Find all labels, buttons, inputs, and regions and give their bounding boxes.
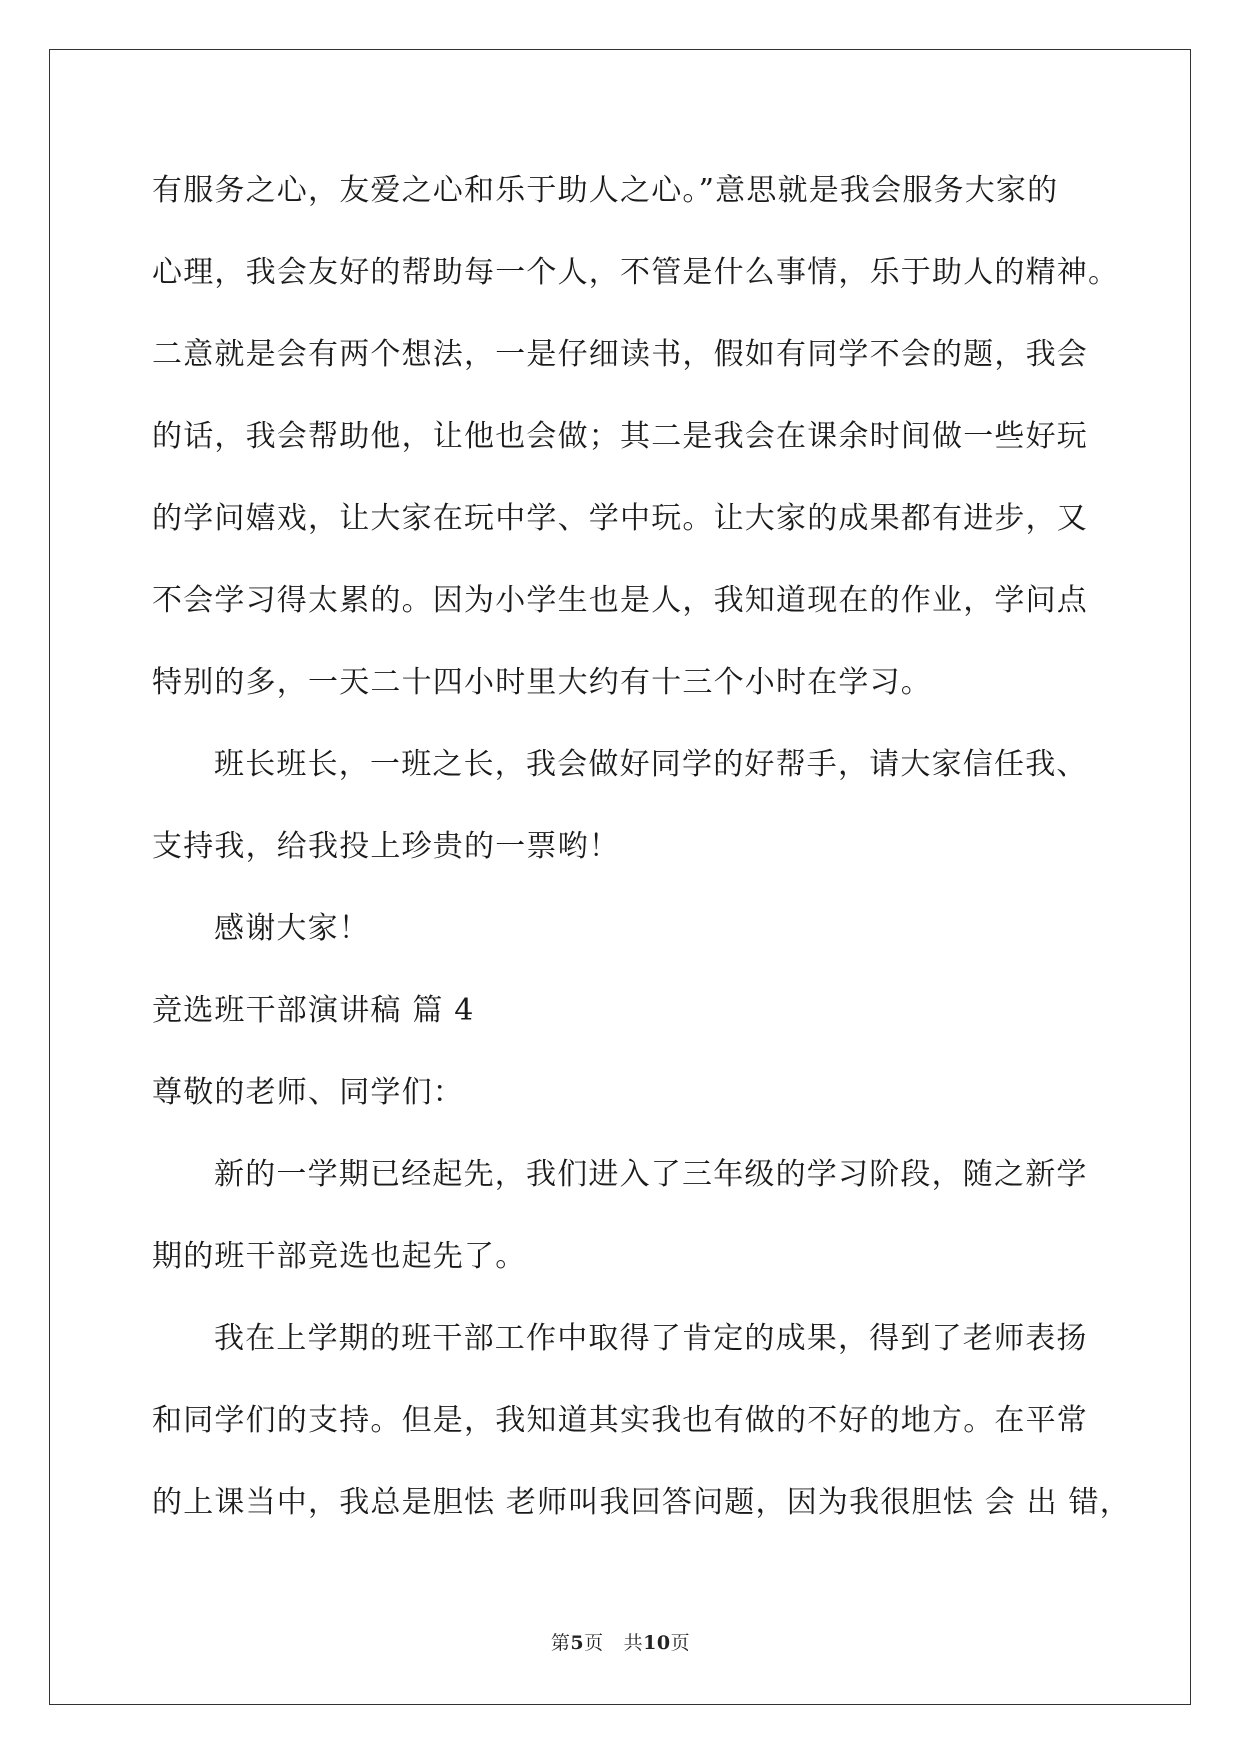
page-suffix: 页 xyxy=(584,1632,604,1654)
page-footer xyxy=(0,1628,1241,1655)
page-number: 5 xyxy=(570,1632,585,1654)
text-line-4: 的话，我会帮助他，让他也会做；其二是我会在课余时间做一些好玩 xyxy=(152,419,1088,454)
text-line-17: 的上课当中，我总是胆怯 老师叫我回答问题，因为我很胆怯 会 出 错， xyxy=(152,1485,1131,1520)
text-line-2: 心理，我会友好的帮助每一个人，不管是什么事情，乐于助人的精神。 xyxy=(152,255,1120,290)
text-line-13: 新的一学期已经起先，我们进入了三年级的学习阶段，随之新学 xyxy=(214,1157,1088,1192)
text-line-5: 的学问嬉戏，让大家在玩中学、学中玩。让大家的成果都有进步，又 xyxy=(152,501,1088,536)
document-body xyxy=(152,166,1131,1560)
text-line-7: 特别的多，一天二十四小时里大约有十三个小时在学习。 xyxy=(152,665,932,700)
text-line-15: 我在上学期的班干部工作中取得了肯定的成果，得到了老师表扬 xyxy=(214,1321,1088,1356)
page-prefix: 第 xyxy=(550,1632,571,1654)
total-suffix: 页 xyxy=(670,1632,691,1654)
salutation: 尊敬的老师、同学们： xyxy=(152,1075,464,1110)
text-line-3: 二意就是会有两个想法，一是仔细读书，假如有同学不会的题，我会 xyxy=(152,337,1088,372)
text-line-16: 和同学们的支持。但是，我知道其实我也有做的不好的地方。在平常 xyxy=(152,1403,1088,1438)
total-prefix: 共 xyxy=(623,1632,644,1654)
text-line-8: 班长班长，一班之长，我会做好同学的好帮手，请大家信任我、 xyxy=(214,747,1088,782)
text-line-1: 有服务之心，友爱之心和乐于助人之心。”意思就是我会服务大家的 xyxy=(152,173,1059,208)
text-line-10: 感谢大家！ xyxy=(214,911,370,946)
text-line-9: 支持我，给我投上珍贵的一票哟！ xyxy=(152,829,620,864)
total-pages: 10 xyxy=(643,1632,671,1654)
section-heading: 竞选班干部演讲稿 篇 4 xyxy=(152,993,475,1028)
text-line-6: 不会学习得太累的。因为小学生也是人，我知道现在的作业，学问点 xyxy=(152,583,1088,618)
text-line-14: 期的班干部竞选也起先了。 xyxy=(152,1239,527,1274)
